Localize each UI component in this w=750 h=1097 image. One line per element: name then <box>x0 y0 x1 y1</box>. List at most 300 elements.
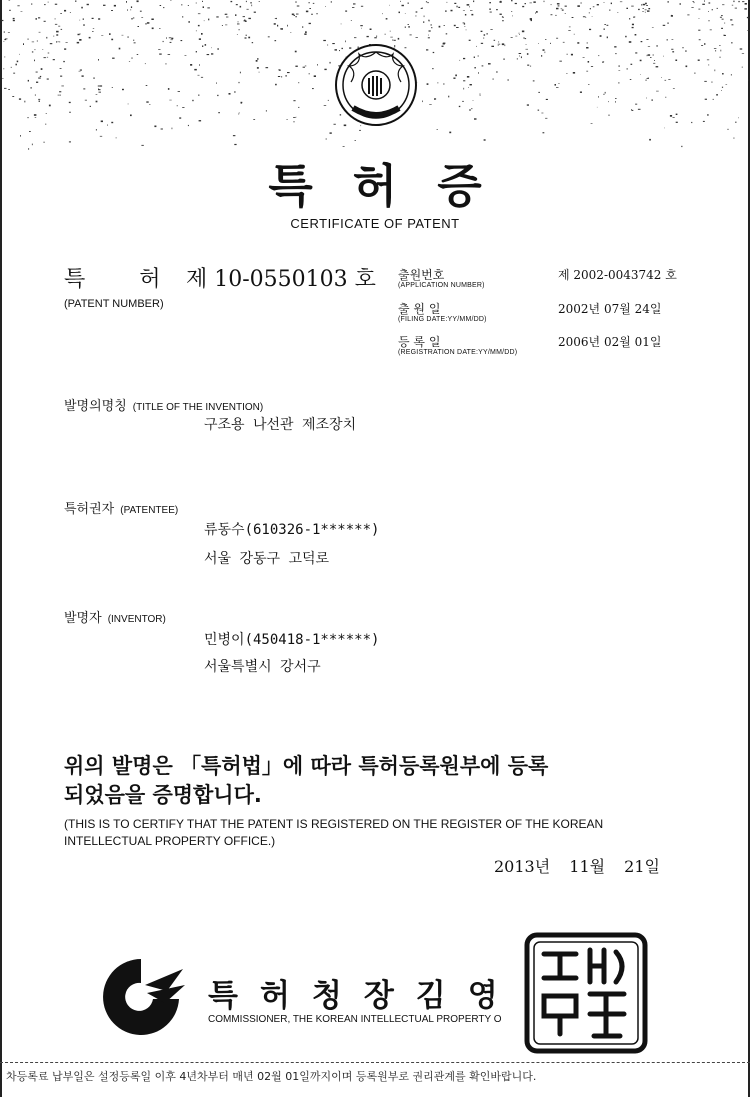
speckle-dot <box>295 66 297 67</box>
speckle-dot <box>703 121 705 122</box>
speckle-dot <box>204 20 205 21</box>
speckle-dot <box>199 38 201 40</box>
speckle-dot <box>473 1 474 3</box>
speckle-dot <box>60 76 62 77</box>
speckle-dot <box>730 19 732 20</box>
speckle-dot <box>654 60 655 61</box>
speckle-dot <box>716 94 718 96</box>
speckle-dot <box>667 39 668 41</box>
speckle-dot <box>198 25 200 26</box>
speckle-dot <box>620 2 622 3</box>
speckle-dot <box>146 85 148 86</box>
speckle-dot <box>4 68 5 69</box>
speckle-dot <box>376 36 377 37</box>
speckle-dot <box>101 121 103 123</box>
speckle-dot <box>179 117 181 118</box>
speckle-dot <box>345 11 347 12</box>
speckle-dot <box>631 109 632 110</box>
speckle-dot <box>382 13 383 14</box>
speckle-dot <box>202 1 203 2</box>
speckle-dot <box>426 1 427 2</box>
speckle-dot <box>465 14 466 16</box>
speckle-dot <box>511 11 512 12</box>
speckle-dot <box>511 0 512 1</box>
speckle-dot <box>50 43 53 44</box>
speckle-dot <box>89 37 91 39</box>
speckle-dot <box>607 25 609 26</box>
speckle-dot <box>257 67 259 69</box>
speckle-dot <box>500 14 502 15</box>
speckle-dot <box>558 83 559 84</box>
speckle-dot <box>359 130 361 131</box>
speckle-dot <box>645 10 647 11</box>
speckle-dot <box>653 54 654 55</box>
speckle-dot <box>316 13 318 14</box>
speckle-dot <box>1 20 3 21</box>
speckle-dot <box>275 40 277 41</box>
speckle-dot <box>521 56 522 58</box>
speckle-dot <box>38 17 40 18</box>
certificate-title-english: CERTIFICATE OF PATENT <box>290 216 460 231</box>
speckle-dot <box>46 37 47 39</box>
speckle-dot <box>458 7 460 8</box>
speckle-dot <box>234 92 236 93</box>
speckle-dot <box>53 59 55 60</box>
speckle-dot <box>385 34 386 35</box>
speckle-dot <box>360 25 363 26</box>
speckle-dot <box>715 50 716 51</box>
speckle-dot <box>645 80 646 81</box>
speckle-dot <box>648 46 650 47</box>
speckle-dot <box>46 113 47 114</box>
speckle-dot <box>256 60 258 62</box>
speckle-dot <box>16 64 17 66</box>
speckle-dot <box>303 67 305 68</box>
speckle-dot <box>237 22 238 23</box>
speckle-dot <box>309 8 311 9</box>
speckle-dot <box>56 31 59 33</box>
speckle-dot <box>217 95 218 96</box>
speckle-dot <box>492 79 494 80</box>
speckle-dot <box>608 101 609 102</box>
speckle-dot <box>656 45 658 46</box>
speckle-dot <box>431 24 432 25</box>
speckle-dot <box>98 88 99 89</box>
speckle-dot <box>83 18 84 20</box>
speckle-dot <box>707 60 709 61</box>
speckle-dot <box>4 57 5 58</box>
speckle-dot <box>691 7 693 8</box>
speckle-dot <box>544 1 545 2</box>
invention-title-label-ko: 발명의명칭 <box>64 399 127 414</box>
speckle-dot <box>53 36 54 37</box>
filing-date-row <box>398 300 698 323</box>
speckle-dot <box>81 7 83 9</box>
speckle-dot <box>543 49 545 51</box>
speckle-dot <box>326 138 327 139</box>
speckle-dot <box>196 3 197 4</box>
speckle-dot <box>471 108 473 109</box>
speckle-dot <box>111 122 113 123</box>
speckle-dot <box>673 117 675 118</box>
speckle-dot <box>361 28 362 29</box>
speckle-dot <box>36 82 38 83</box>
speckle-dot <box>515 36 517 37</box>
speckle-dot <box>408 3 409 4</box>
speckle-dot <box>168 54 171 55</box>
speckle-dot <box>211 48 212 49</box>
speckle-dot <box>23 43 24 45</box>
speckle-dot <box>4 39 6 40</box>
speckle-dot <box>712 9 713 10</box>
speckle-dot <box>114 5 116 7</box>
speckle-dot <box>556 87 559 88</box>
speckle-dot <box>13 73 15 74</box>
application-number-label: 출원번호 <box>398 268 445 282</box>
speckle-dot <box>79 71 81 72</box>
speckle-dot <box>557 4 559 5</box>
speckle-dot <box>672 51 674 52</box>
speckle-dot <box>602 62 603 63</box>
speckle-dot <box>44 21 46 22</box>
speckle-dot <box>181 4 182 5</box>
speckle-dot <box>402 5 404 6</box>
speckle-dot <box>474 118 477 119</box>
speckle-dot <box>427 2 429 3</box>
speckle-dot <box>56 41 57 43</box>
speckle-dot <box>44 57 46 58</box>
speckle-dot <box>293 117 296 118</box>
speckle-dot <box>17 61 19 63</box>
speckle-dot <box>205 44 207 46</box>
speckle-dot <box>541 55 542 56</box>
speckle-dot <box>648 78 649 79</box>
speckle-dot <box>56 34 58 35</box>
speckle-dot <box>127 9 128 11</box>
speckle-dot <box>35 49 36 50</box>
speckle-dot <box>483 38 484 39</box>
speckle-dot <box>80 70 82 71</box>
speckle-dot <box>49 105 51 107</box>
speckle-dot <box>281 76 282 77</box>
speckle-dot <box>314 75 316 77</box>
speckle-dot <box>581 3 582 4</box>
speckle-dot <box>645 3 647 4</box>
speckle-dot <box>586 71 588 72</box>
speckle-dot <box>188 5 189 6</box>
speckle-dot <box>627 68 628 69</box>
speckle-dot <box>502 43 504 45</box>
speckle-dot <box>188 125 189 126</box>
speckle-dot <box>608 115 609 116</box>
speckle-dot <box>619 65 620 67</box>
speckle-dot <box>352 7 354 8</box>
speckle-dot <box>588 84 589 85</box>
speckle-dot <box>424 16 425 18</box>
speckle-dot <box>296 14 299 15</box>
speckle-dot <box>129 61 130 62</box>
speckle-dot <box>470 84 472 85</box>
speckle-dot <box>453 78 455 79</box>
speckle-dot <box>732 24 734 25</box>
speckle-dot <box>498 44 501 45</box>
speckle-dot <box>533 1 535 3</box>
speckle-dot <box>194 69 197 71</box>
speckle-dot <box>196 31 197 32</box>
speckle-dot <box>555 15 556 16</box>
speckle-dot <box>298 107 299 108</box>
speckle-dot <box>463 80 465 81</box>
speckle-dot <box>647 78 648 79</box>
speckle-dot <box>709 2 711 3</box>
speckle-dot <box>489 2 491 3</box>
speckle-dot <box>421 8 423 9</box>
speckle-dot <box>361 6 363 7</box>
speckle-dot <box>556 38 558 39</box>
speckle-dot <box>614 46 616 47</box>
speckle-dot <box>229 93 231 95</box>
speckle-dot <box>24 101 25 103</box>
speckle-dot <box>428 35 429 36</box>
speckle-dot <box>652 99 653 100</box>
speckle-dot <box>698 30 700 31</box>
speckle-dot <box>721 15 723 16</box>
speckle-dot <box>572 17 574 18</box>
commissioner-title: 특허청장김영 <box>208 978 520 1014</box>
speckle-dot <box>665 80 667 81</box>
speckle-dot <box>145 63 146 64</box>
speckle-dot <box>694 73 696 74</box>
speckle-dot <box>681 146 682 147</box>
speckle-dot <box>470 10 473 11</box>
speckle-dot <box>702 4 705 5</box>
speckle-dot <box>248 18 251 19</box>
speckle-dot <box>481 31 483 32</box>
speckle-dot <box>551 14 553 15</box>
speckle-dot <box>664 128 665 129</box>
speckle-dot <box>648 8 650 9</box>
speckle-dot <box>311 14 312 15</box>
inventor-label <box>64 607 166 626</box>
speckle-dot <box>638 9 640 10</box>
speckle-dot <box>245 37 247 38</box>
speckle-dot <box>166 37 167 39</box>
speckle-dot <box>427 83 429 85</box>
speckle-dot <box>389 5 390 6</box>
speckle-dot <box>130 10 131 11</box>
speckle-dot <box>171 40 173 41</box>
speckle-dot <box>287 72 290 73</box>
speckle-dot <box>464 23 465 24</box>
speckle-dot <box>11 67 12 68</box>
speckle-dot <box>38 99 40 100</box>
speckle-dot <box>203 6 204 8</box>
speckle-dot <box>527 65 529 66</box>
speckle-dot <box>251 5 252 7</box>
speckle-dot <box>631 110 633 111</box>
speckle-dot <box>463 23 465 24</box>
speckle-dot <box>538 110 540 111</box>
speckle-dot <box>525 3 527 4</box>
patent-number-label <box>64 262 161 293</box>
speckle-dot <box>694 2 695 3</box>
speckle-dot <box>505 45 506 47</box>
speckle-dot <box>131 6 132 8</box>
speckle-dot <box>277 25 278 27</box>
speckle-dot <box>735 8 737 9</box>
speckle-dot <box>571 54 573 56</box>
patent-label-char-2: 허 <box>139 267 161 292</box>
speckle-dot <box>650 57 652 58</box>
speckle-dot <box>119 48 121 50</box>
speckle-dot <box>457 6 458 8</box>
speckle-dot <box>324 105 327 106</box>
speckle-dot <box>170 42 172 43</box>
speckle-dot <box>431 27 432 28</box>
speckle-dot <box>239 82 240 83</box>
speckle-dot <box>96 101 98 103</box>
speckle-dot <box>98 18 100 19</box>
speckle-dot <box>147 22 150 24</box>
speckle-dot <box>280 29 282 30</box>
speckle-dot <box>370 29 372 31</box>
speckle-dot <box>708 11 709 12</box>
speckle-dot <box>489 8 490 10</box>
speckle-dot <box>491 46 494 47</box>
speckle-dot <box>225 14 226 15</box>
speckle-dot <box>98 86 100 87</box>
speckle-dot <box>66 42 68 43</box>
speckle-dot <box>598 96 599 97</box>
speckle-dot <box>565 6 567 7</box>
speckle-dot <box>515 3 517 4</box>
speckle-dot <box>199 64 200 66</box>
speckle-dot <box>656 66 659 67</box>
speckle-dot <box>568 30 570 31</box>
speckle-dot <box>744 8 747 9</box>
speckle-dot <box>390 31 391 32</box>
speckle-dot <box>630 79 632 80</box>
speckle-dot <box>589 12 590 13</box>
speckle-dot <box>3 41 4 42</box>
speckle-dot <box>683 47 684 48</box>
speckle-dot <box>538 43 539 44</box>
speckle-dot <box>75 1 76 2</box>
speckle-dot <box>535 12 536 13</box>
speckle-dot <box>526 49 529 50</box>
speckle-dot <box>13 20 15 21</box>
certification-line-1: 위의 발명은 「특허법」에 따라 특허등록원부에 등록 <box>64 754 549 778</box>
speckle-dot <box>631 6 634 7</box>
speckle-dot <box>565 13 566 14</box>
invention-title-label <box>64 395 263 414</box>
speckle-dot <box>701 45 703 46</box>
speckle-dot <box>733 1 734 2</box>
speckle-dot <box>422 101 423 103</box>
speckle-dot <box>478 55 479 56</box>
speckle-dot <box>433 52 435 53</box>
speckle-dot <box>286 75 287 77</box>
speckle-dot <box>704 0 705 2</box>
speckle-dot <box>131 58 133 59</box>
speckle-dot <box>673 88 675 89</box>
speckle-dot <box>199 120 202 121</box>
speckle-dot <box>443 43 445 45</box>
speckle-dot <box>408 26 410 27</box>
speckle-dot <box>647 10 650 11</box>
speckle-dot <box>533 80 535 81</box>
speckle-dot <box>642 11 644 12</box>
speckle-dot <box>246 35 247 36</box>
speckle-dot <box>241 102 243 103</box>
speckle-dot <box>246 1 247 2</box>
speckle-dot <box>580 92 582 93</box>
speckle-dot <box>279 70 281 71</box>
patentee-label-ko: 특허권자 <box>64 502 115 517</box>
speckle-dot <box>715 70 716 72</box>
speckle-dot <box>133 18 134 19</box>
speckle-dot <box>259 1 260 2</box>
speckle-dot <box>96 94 98 95</box>
patent-label-char-1: 특 <box>64 267 86 292</box>
speckle-dot <box>722 4 724 5</box>
speckle-dot <box>735 122 736 123</box>
speckle-dot <box>545 39 546 40</box>
speckle-dot <box>55 4 57 5</box>
speckle-dot <box>58 95 59 96</box>
speckle-dot <box>111 39 113 41</box>
filing-date-label-english: (FILING DATE:YY/MM/DD) <box>398 316 487 323</box>
speckle-dot <box>449 132 451 134</box>
speckle-dot <box>328 100 329 101</box>
speckle-dot <box>154 126 156 128</box>
speckle-dot <box>617 12 618 13</box>
speckle-dot <box>680 3 681 4</box>
speckle-dot <box>239 29 240 30</box>
speckle-dot <box>231 1 233 2</box>
speckle-dot <box>446 33 448 34</box>
speckle-dot <box>274 23 276 25</box>
application-number-label-english: (APPLICATION NUMBER) <box>398 282 485 289</box>
speckle-dot <box>632 27 634 28</box>
speckle-dot <box>250 2 251 3</box>
speckle-dot <box>69 102 71 103</box>
speckle-dot <box>731 42 732 43</box>
speckle-dot <box>44 4 46 5</box>
speckle-dot <box>738 1 739 2</box>
speckle-dot <box>727 129 729 130</box>
speckle-dot <box>131 18 133 19</box>
speckle-dot <box>151 19 153 21</box>
speckle-dot <box>188 21 190 23</box>
speckle-dot <box>467 76 469 78</box>
speckle-dot <box>93 28 94 29</box>
speckle-dot <box>247 9 249 10</box>
speckle-dot <box>137 0 139 2</box>
speckle-dot <box>305 31 307 33</box>
speckle-dot <box>423 21 424 22</box>
speckle-dot <box>426 49 428 50</box>
speckle-dot <box>101 35 103 36</box>
speckle-dot <box>331 1 332 2</box>
speckle-dot <box>463 58 465 59</box>
speckle-dot <box>698 9 700 10</box>
speckle-dot <box>721 50 722 52</box>
speckle-dot <box>545 52 546 54</box>
speckle-dot <box>733 138 734 139</box>
speckle-dot <box>28 39 29 40</box>
speckle-dot <box>429 104 432 105</box>
